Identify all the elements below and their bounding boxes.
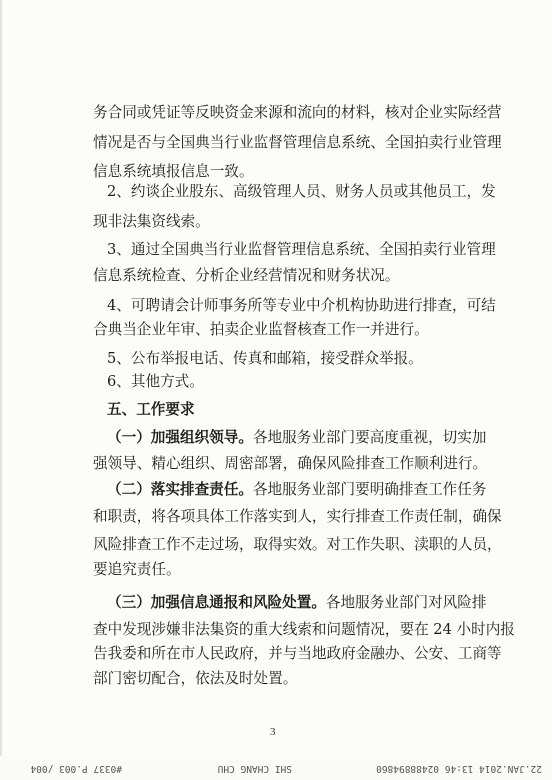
section-title: 五、工作要求 xyxy=(107,401,195,418)
body-line: 务合同或凭证等反映资金来源和流向的材料，核对企业实际经营 xyxy=(93,104,502,121)
item-3-line xyxy=(107,593,552,613)
body-line: 强领导、精心组织、周密部署，确保风险排查工作顺利进行。 xyxy=(93,455,488,472)
item-1-line xyxy=(107,428,552,448)
body-line: 现非法集资线索。 xyxy=(93,213,210,230)
body-line: 和职责，将各项具体工作落实到人，实行排查工作责任制，确保 xyxy=(93,508,502,525)
body-line: 3、通过全国典当行业监督管理信息系统、全国拍卖行业管理 xyxy=(107,241,496,258)
body-line: 查中发现涉嫌非法集资的重大线索和问题情况，要在 24 小时内报 xyxy=(93,621,515,638)
item-1-text: 各地服务业部门要高度重视，切实加 xyxy=(252,429,487,446)
item-2-line xyxy=(107,480,552,500)
body-line: 合典当企业年审、拍卖企业监督核查工作一并进行。 xyxy=(93,321,429,338)
body-line: 6、其他方式。 xyxy=(107,373,204,390)
body-line: 情况是否与全国典当行业监督管理信息系统、全国拍卖行业管理 xyxy=(93,134,502,151)
item-2-heading: （二）落实排查责任。 xyxy=(107,481,253,498)
fax-page-info: #0337 P.003 /004 xyxy=(30,763,122,774)
body-line: 5、公布举报电话、传真和邮箱，接受群众举报。 xyxy=(107,350,423,367)
fax-sender: SHI CHANG CHU xyxy=(217,763,292,774)
body-line: 信息系统检查、分析企业经营情况和财务状况。 xyxy=(93,267,400,284)
fax-header-strip xyxy=(10,758,542,774)
page-number: 3 xyxy=(270,726,276,738)
body-line: 信息系统填报信息一致。 xyxy=(93,163,254,180)
body-line: 4、可聘请会计师事务所等专业中介机构协助进行排查，可结 xyxy=(107,297,496,314)
item-1-heading: （一）加强组织领导。 xyxy=(107,429,253,446)
body-line: 风险排查工作不走过场，取得实效。对工作失职、渎职的人员， xyxy=(93,536,502,553)
fax-timestamp: 22.JAN.2014 13:46 02488894860 xyxy=(376,763,542,774)
scan-edge xyxy=(0,0,3,780)
item-3-heading: （三）加强信息通报和风险处置。 xyxy=(107,594,326,611)
item-3-text: 各地服务业部门对风险排 xyxy=(325,594,487,611)
body-line: 告我委和所在市人民政府，并与当地政府金融办、公安、工商等 xyxy=(93,645,502,662)
item-2-text: 各地服务业部门要明确排查工作任务 xyxy=(252,481,487,498)
body-line: 2、约谈企业股东、高级管理人员、财务人员或其他员工，发 xyxy=(107,183,496,200)
body-line: 部门密切配合，依法及时处置。 xyxy=(93,670,298,687)
body-line: 要追究责任。 xyxy=(93,561,181,578)
